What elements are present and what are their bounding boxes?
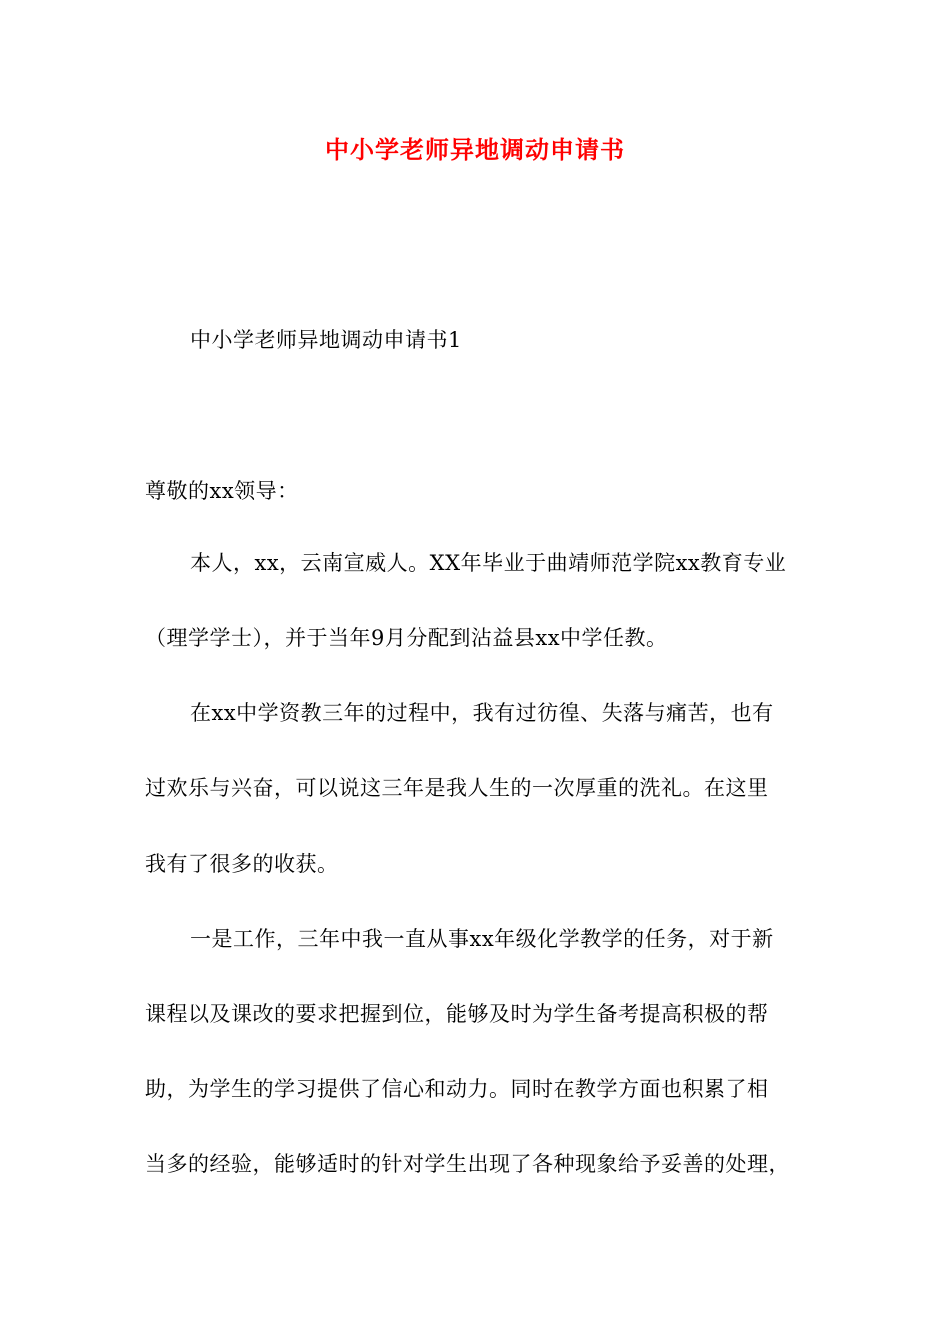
paragraph-2-line-2: 过欢乐与兴奋，可以说这三年是我人生的一次厚重的洗礼。在这里 bbox=[145, 776, 769, 800]
paragraph-3-line-3: 助，为学生的学习提供了信心和动力。同时在教学方面也积累了相 bbox=[145, 1077, 769, 1101]
document-title: 中小学老师异地调动申请书 bbox=[325, 135, 625, 164]
greeting-line: 尊敬的xx领导： bbox=[145, 479, 299, 503]
paragraph-2-line-3: 我有了很多的收获。 bbox=[145, 852, 339, 876]
paragraph-3-line-4: 当多的经验，能够适时的针对学生出现了各种现象给予妥善的处理， bbox=[145, 1152, 790, 1176]
paragraph-3-line-2: 课程以及课改的要求把握到位，能够及时为学生备考提高积极的帮 bbox=[145, 1002, 769, 1026]
paragraph-1-line-1: 本人，xx，云南宣威人。XX年毕业于曲靖师范学院xx教育专业 bbox=[190, 551, 787, 575]
document-subtitle: 中小学老师异地调动申请书1 bbox=[190, 328, 462, 352]
paragraph-3-line-1: 一是工作，三年中我一直从事xx年级化学教学的任务，对于新 bbox=[190, 927, 774, 951]
paragraph-1-line-2: （理学学士），并于当年9月分配到沾益县xx中学任教。 bbox=[145, 626, 668, 650]
paragraph-2-line-1: 在xx中学资教三年的过程中，我有过彷徨、失落与痛苦，也有 bbox=[190, 701, 774, 725]
